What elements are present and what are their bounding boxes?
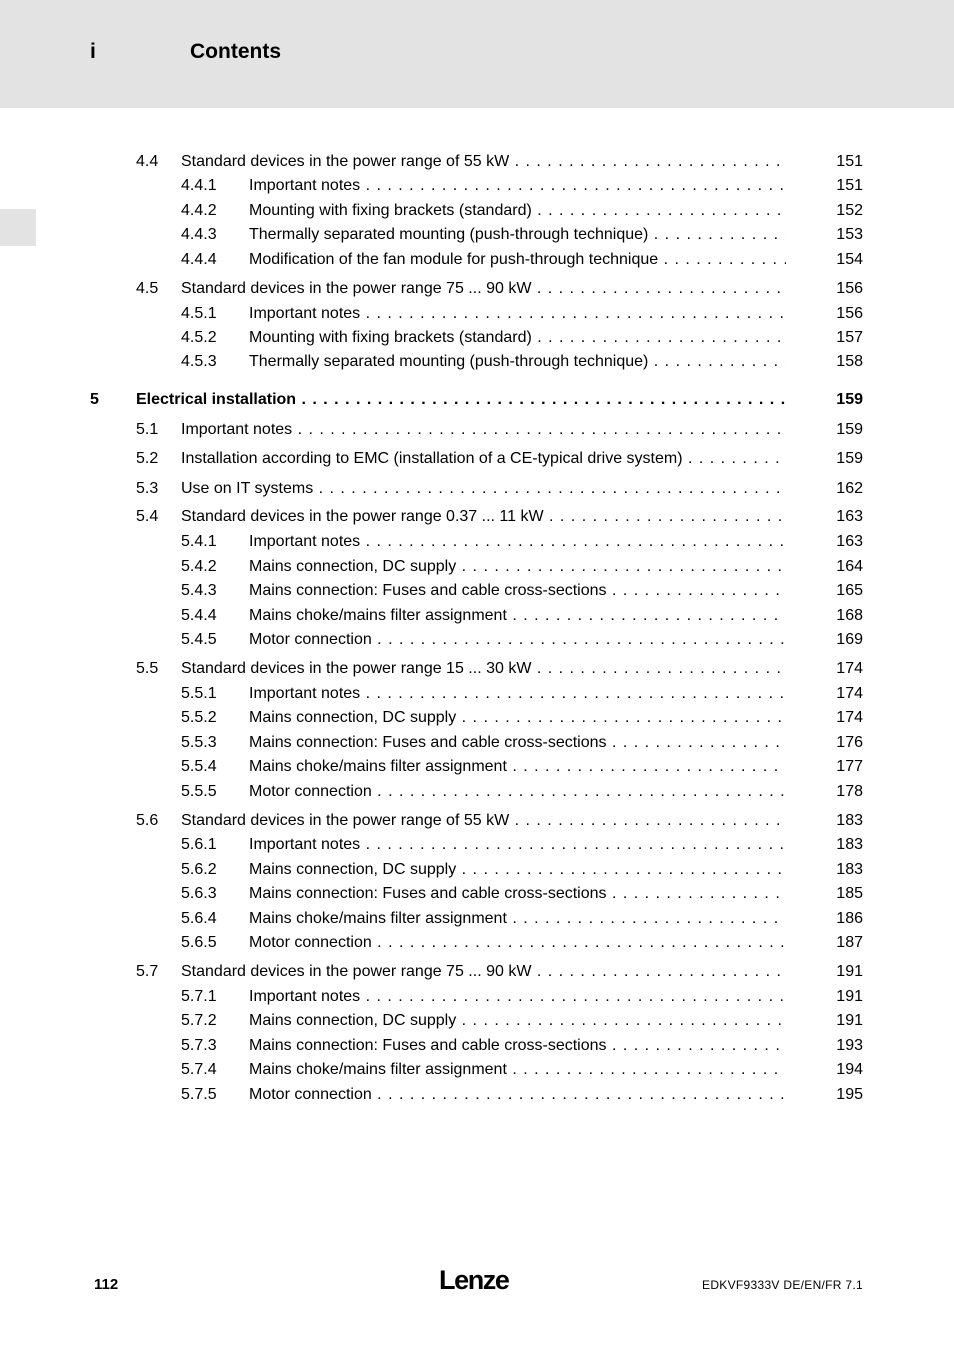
toc-entry[interactable]: [0, 556, 954, 578]
toc-entry-page: 163: [836, 508, 863, 525]
toc-entry[interactable]: [0, 200, 954, 222]
toc-entry-page: 193: [836, 1037, 863, 1054]
toc-entry-number: 5.6.5: [181, 934, 217, 951]
toc-entry-page: 163: [836, 533, 863, 550]
toc-entry-page: 151: [836, 177, 863, 194]
toc-entry[interactable]: [0, 175, 954, 197]
toc-entry[interactable]: [0, 707, 954, 729]
toc-entry[interactable]: [0, 478, 954, 500]
toc-entry[interactable]: [0, 1010, 954, 1032]
toc-entry-number: 4.5.3: [181, 353, 217, 370]
toc-entry-page: 164: [836, 558, 863, 575]
toc-entry-page: 174: [836, 685, 863, 702]
toc-entry[interactable]: [0, 834, 954, 856]
toc-entry-title: Motor connection . . .: [249, 932, 786, 954]
toc-entry[interactable]: [0, 389, 954, 411]
toc-entry-number: 5.5.4: [181, 758, 217, 775]
toc-entry-title: Important notes . . .: [249, 531, 786, 553]
toc-entry[interactable]: [0, 249, 954, 271]
toc-entry-page: 154: [836, 251, 863, 268]
toc-entry-number: 4.4: [136, 153, 159, 170]
toc-entry-number: 5.4: [136, 508, 159, 525]
toc-entry-page: 174: [836, 709, 863, 726]
toc-entry-number: 4.5.2: [181, 329, 217, 346]
toc-entry-title: Mounting with fixing brackets (standard) . . .: [249, 200, 786, 222]
toc-entry[interactable]: [0, 658, 954, 680]
toc-entry[interactable]: [0, 1035, 954, 1057]
toc-entry-number: 5.6.1: [181, 836, 217, 853]
toc-entry[interactable]: [0, 883, 954, 905]
toc-entry-title: Mains connection, DC supply . . .: [249, 707, 786, 729]
section-mark: i: [90, 40, 96, 63]
toc-entry-title: Important notes . . .: [249, 834, 786, 856]
toc-entry-page: 153: [836, 226, 863, 243]
toc-entry-title: Mains connection, DC supply . . .: [249, 859, 786, 881]
toc-entry[interactable]: [0, 278, 954, 300]
toc-entry-title: Mains connection, DC supply . . .: [249, 1010, 786, 1032]
toc-entry-title: Use on IT systems . . .: [181, 478, 786, 500]
toc-entry[interactable]: [0, 908, 954, 930]
toc-entry-title: Standard devices in the power range 75 ... 90 kW . . .: [181, 961, 786, 983]
toc-entry-number: 4.5: [136, 280, 159, 297]
toc-entry-number: 5.4.4: [181, 607, 217, 624]
toc-entry-number: 5.4.3: [181, 582, 217, 599]
toc-entry-title: Motor connection . . .: [249, 629, 786, 651]
page-title: Contents: [190, 40, 281, 63]
toc-entry-title: Motor connection . . .: [249, 1084, 786, 1106]
toc-entry[interactable]: [0, 224, 954, 246]
toc-entry-title: Mains choke/mains filter assignment . . .: [249, 1059, 786, 1081]
toc-entry-number: 5.5.2: [181, 709, 217, 726]
toc-entry-title: Standard devices in the power range 15 ... 30 kW . . .: [181, 658, 786, 680]
toc-entry-number: 5.7.5: [181, 1086, 217, 1103]
toc-entry[interactable]: [0, 327, 954, 349]
toc-entry-title: Mounting with fixing brackets (standard) . . .: [249, 327, 786, 349]
toc-entry[interactable]: [0, 629, 954, 651]
toc-entry-number: 5.4.1: [181, 533, 217, 550]
toc-entry[interactable]: [0, 732, 954, 754]
toc-entry-number: 5: [90, 391, 99, 408]
toc-entry-number: 5.1: [136, 421, 159, 438]
toc-entry-title: Standard devices in the power range 75 ... 90 kW . . .: [181, 278, 786, 300]
toc-entry-number: 5.6.2: [181, 861, 217, 878]
toc-entry[interactable]: [0, 448, 954, 470]
toc-entry[interactable]: [0, 986, 954, 1008]
toc-entry-page: 162: [836, 480, 863, 497]
toc-entry[interactable]: [0, 580, 954, 602]
toc-entry-page: 187: [836, 934, 863, 951]
toc-entry-page: 191: [836, 988, 863, 1005]
toc-entry-number: 4.4.3: [181, 226, 217, 243]
toc-entry[interactable]: [0, 961, 954, 983]
toc-entry-number: 5.5.5: [181, 783, 217, 800]
toc-entry-page: 176: [836, 734, 863, 751]
toc-entry-number: 5.7.3: [181, 1037, 217, 1054]
toc-entry-title: Important notes . . .: [249, 683, 786, 705]
toc-entry-number: 4.4.2: [181, 202, 217, 219]
toc-entry-page: 151: [836, 153, 863, 170]
toc-entry[interactable]: [0, 1084, 954, 1106]
toc-entry-page: 165: [836, 582, 863, 599]
toc-entry[interactable]: [0, 531, 954, 553]
toc-entry-title: Thermally separated mounting (push-through technique) . . .: [249, 351, 786, 373]
toc-entry-title: Motor connection . . .: [249, 781, 786, 803]
document-id: EDKVF9333V DE/EN/FR 7.1: [702, 1278, 863, 1292]
toc-entry-page: 152: [836, 202, 863, 219]
toc-entry-page: 178: [836, 783, 863, 800]
toc-entry-title: Mains choke/mains filter assignment . . .: [249, 756, 786, 778]
toc-entry-page: 169: [836, 631, 863, 648]
toc-entry[interactable]: [0, 419, 954, 441]
toc-entry-page: 156: [836, 305, 863, 322]
toc-entry[interactable]: [0, 303, 954, 325]
toc-entry-title: Mains choke/mains filter assignment . . .: [249, 605, 786, 627]
toc-entry-title: Standard devices in the power range of 55 kW . . .: [181, 151, 786, 173]
toc-entry-number: 4.4.1: [181, 177, 217, 194]
toc-entry-number: 5.7.4: [181, 1061, 217, 1078]
toc-entry-title: Mains choke/mains filter assignment . . .: [249, 908, 786, 930]
toc-entry-title: Thermally separated mounting (push-through technique) . . .: [249, 224, 786, 246]
toc-entry-page: 186: [836, 910, 863, 927]
toc-entry-number: 5.7: [136, 963, 159, 980]
toc-entry-title: Important notes . . .: [249, 986, 786, 1008]
toc-entry-page: 195: [836, 1086, 863, 1103]
toc-entry-title: Mains connection, DC supply . . .: [249, 556, 786, 578]
toc-entry-number: 5.5: [136, 660, 159, 677]
toc-entry-number: 5.6.4: [181, 910, 217, 927]
toc-entry-title: Electrical installation . . .: [136, 389, 786, 411]
toc-entry-number: 5.6.3: [181, 885, 217, 902]
toc-entry-page: 174: [836, 660, 863, 677]
toc-entry[interactable]: [0, 756, 954, 778]
toc-entry[interactable]: [0, 351, 954, 373]
toc-entry-title: Mains connection: Fuses and cable cross-sections . . .: [249, 580, 786, 602]
toc-entry-title: Mains connection: Fuses and cable cross-sections . . .: [249, 883, 786, 905]
toc-entry-number: 4.4.4: [181, 251, 217, 268]
toc-entry-title: Important notes . . .: [249, 175, 786, 197]
toc-entry-page: 159: [836, 421, 863, 438]
toc-entry-page: 183: [836, 836, 863, 853]
toc-entry-page: 156: [836, 280, 863, 297]
page-number: 112: [94, 1276, 119, 1293]
toc-entry[interactable]: [0, 605, 954, 627]
toc-entry-number: 5.6: [136, 812, 159, 829]
toc-entry-number: 5.7.1: [181, 988, 217, 1005]
toc-entry-page: 157: [836, 329, 863, 346]
toc-entry-title: Standard devices in the power range 0.37 ... 11 kW . . .: [181, 506, 786, 528]
toc-entry-page: 158: [836, 353, 863, 370]
toc-entry[interactable]: [0, 1059, 954, 1081]
toc-entry[interactable]: [0, 932, 954, 954]
toc-entry-number: 5.2: [136, 450, 159, 467]
toc-entry-page: 183: [836, 812, 863, 829]
toc-entry-number: 5.5.1: [181, 685, 217, 702]
toc-entry-page: 159: [836, 391, 863, 408]
toc-entry[interactable]: [0, 506, 954, 528]
toc-entry-page: 191: [836, 1012, 863, 1029]
toc-entry-number: 5.4.2: [181, 558, 217, 575]
toc-entry[interactable]: [0, 151, 954, 173]
toc-entry-page: 159: [836, 450, 863, 467]
toc-entry[interactable]: [0, 781, 954, 803]
lenze-logo: [437, 1262, 517, 1296]
svg-text:Lenze: Lenze: [439, 1265, 509, 1295]
toc-entry-title: Important notes . . .: [249, 303, 786, 325]
toc-entry-number: 5.7.2: [181, 1012, 217, 1029]
toc-entry[interactable]: [0, 810, 954, 832]
toc-entry-number: 4.5.1: [181, 305, 217, 322]
toc-entry-page: 177: [836, 758, 863, 775]
toc-entry-page: 185: [836, 885, 863, 902]
toc-entry-page: 194: [836, 1061, 863, 1078]
toc-entry-page: 168: [836, 607, 863, 624]
toc-entry-title: Modification of the fan module for push-through technique . . .: [249, 249, 786, 271]
toc-entry-page: 183: [836, 861, 863, 878]
toc-entry-title: Standard devices in the power range of 55 kW . . .: [181, 810, 786, 832]
toc-entry-number: 5.3: [136, 480, 159, 497]
toc-entry-number: 5.5.3: [181, 734, 217, 751]
toc-entry[interactable]: [0, 859, 954, 881]
toc-entry-title: Installation according to EMC (installation of a CE-typical drive system) . . .: [181, 448, 786, 470]
toc-entry-number: 5.4.5: [181, 631, 217, 648]
toc-entry-title: Mains connection: Fuses and cable cross-sections . . .: [249, 732, 786, 754]
toc-entry-title: Important notes . . .: [181, 419, 786, 441]
toc-entry-page: 191: [836, 963, 863, 980]
toc-entry-title: Mains connection: Fuses and cable cross-sections . . .: [249, 1035, 786, 1057]
toc-entry[interactable]: [0, 683, 954, 705]
